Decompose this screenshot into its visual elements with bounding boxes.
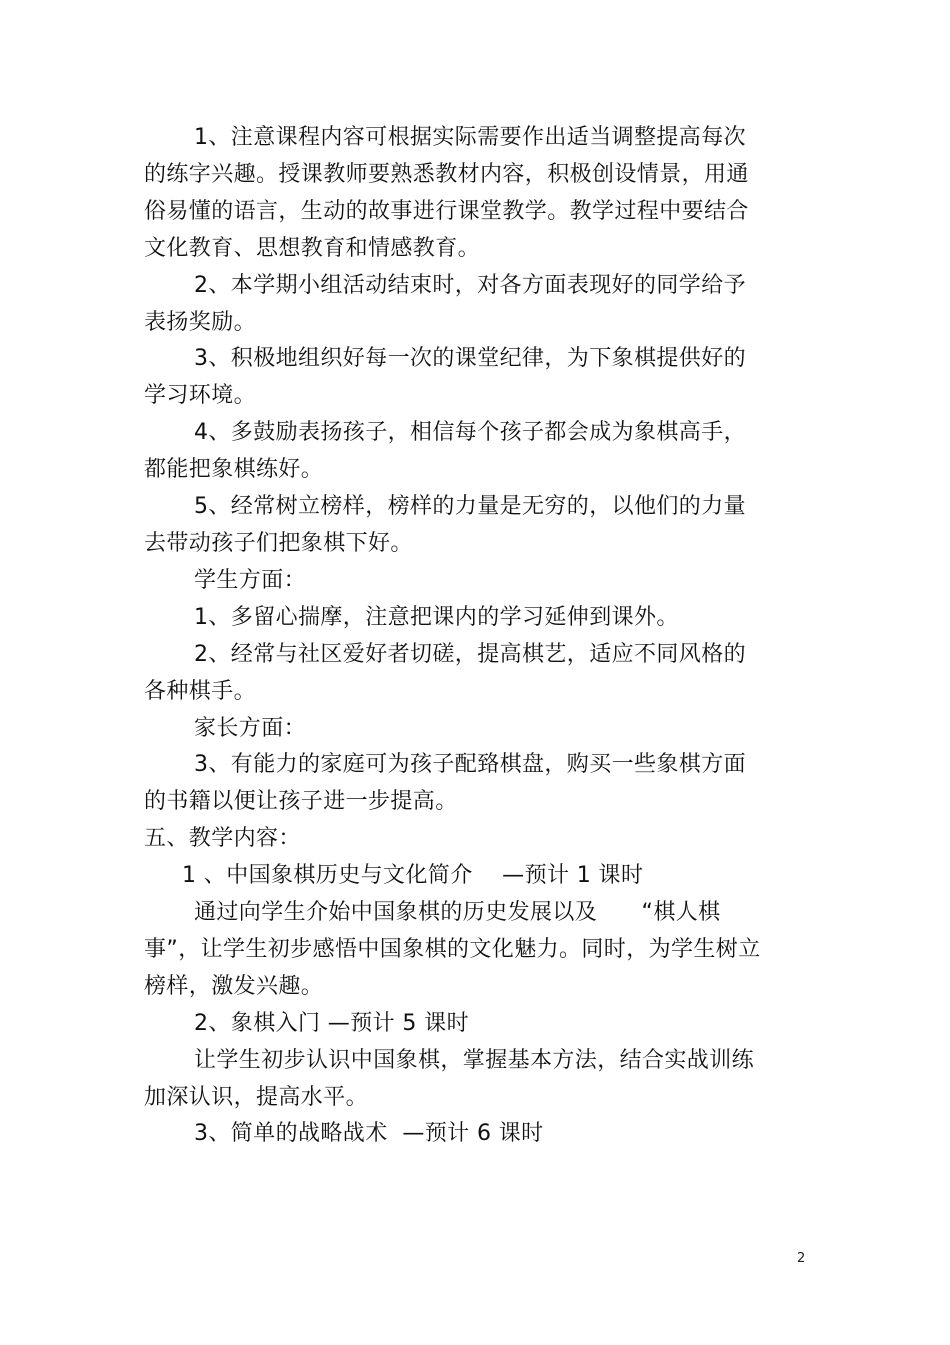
paragraph-student-2: 2、经常与社区爱好者切磋，提高棋艺，适应不同风格的各种棋手。 bbox=[144, 641, 746, 704]
document-body bbox=[144, 120, 764, 1153]
parent-section-heading: 家长方面： bbox=[194, 715, 307, 741]
content-item-1-title: 1 、中国象棋历史与文化简介 —预计 1 课时 bbox=[182, 863, 644, 889]
paragraph-teacher-2: 2、本学期小组活动结束时，对各方面表现好的同学给予表扬奖励。 bbox=[144, 272, 746, 335]
paragraph-teacher-1: 1、注意课程内容可根据实际需要作出适当调整提高每次的练字兴趣。授课教师要熟悉教材内容，积极创设情景，用通俗易懂的语言，生动的故事进行课堂教学。教学过程中要结合文化教育、思想教育和情感教育。 bbox=[144, 125, 749, 261]
student-section-heading: 学生方面： bbox=[194, 567, 307, 593]
content-item-3-title: 3、简单的战略战术 —预计 6 课时 bbox=[194, 1121, 544, 1147]
paragraph-teacher-3: 3、积极地组织好每一次的课堂纪律，为下象棋提供好的学习环境。 bbox=[144, 346, 746, 409]
page-number: 2 bbox=[797, 1251, 806, 1266]
paragraph-teacher-4: 4、多鼓励表扬孩子，相信每个孩子都会成为象棋高手，都能把象棋练好。 bbox=[144, 420, 746, 483]
content-item-2-title: 2、象棋入门 —预计 5 课时 bbox=[194, 1010, 469, 1036]
paragraph-teacher-5: 5、经常树立榜样，榜样的力量是无穷的，以他们的力量去带动孩子们把象棋下好。 bbox=[144, 494, 746, 556]
content-item-1-description: 通过向学生介始中国象棋的历史发展以及 “棋人棋事”，让学生初步感悟中国象棋的文化魅力。同时，为学生树立榜样，激发兴趣。 bbox=[144, 900, 761, 999]
paragraph-parent-3: 3、有能力的家庭可为孩子配臵棋盘，购买一些象棋方面的书籍以便让孩子进一步提高。 bbox=[144, 752, 746, 815]
paragraph-student-1: 1、多留心揣摩，注意把课内的学习延伸到课外。 bbox=[194, 604, 679, 630]
teaching-content-heading: 五、教学内容： bbox=[144, 826, 301, 852]
content-item-2-description: 让学生初步认识中国象棋，掌握基本方法，结合实战训练加深认识，提高水平。 bbox=[144, 1047, 755, 1110]
